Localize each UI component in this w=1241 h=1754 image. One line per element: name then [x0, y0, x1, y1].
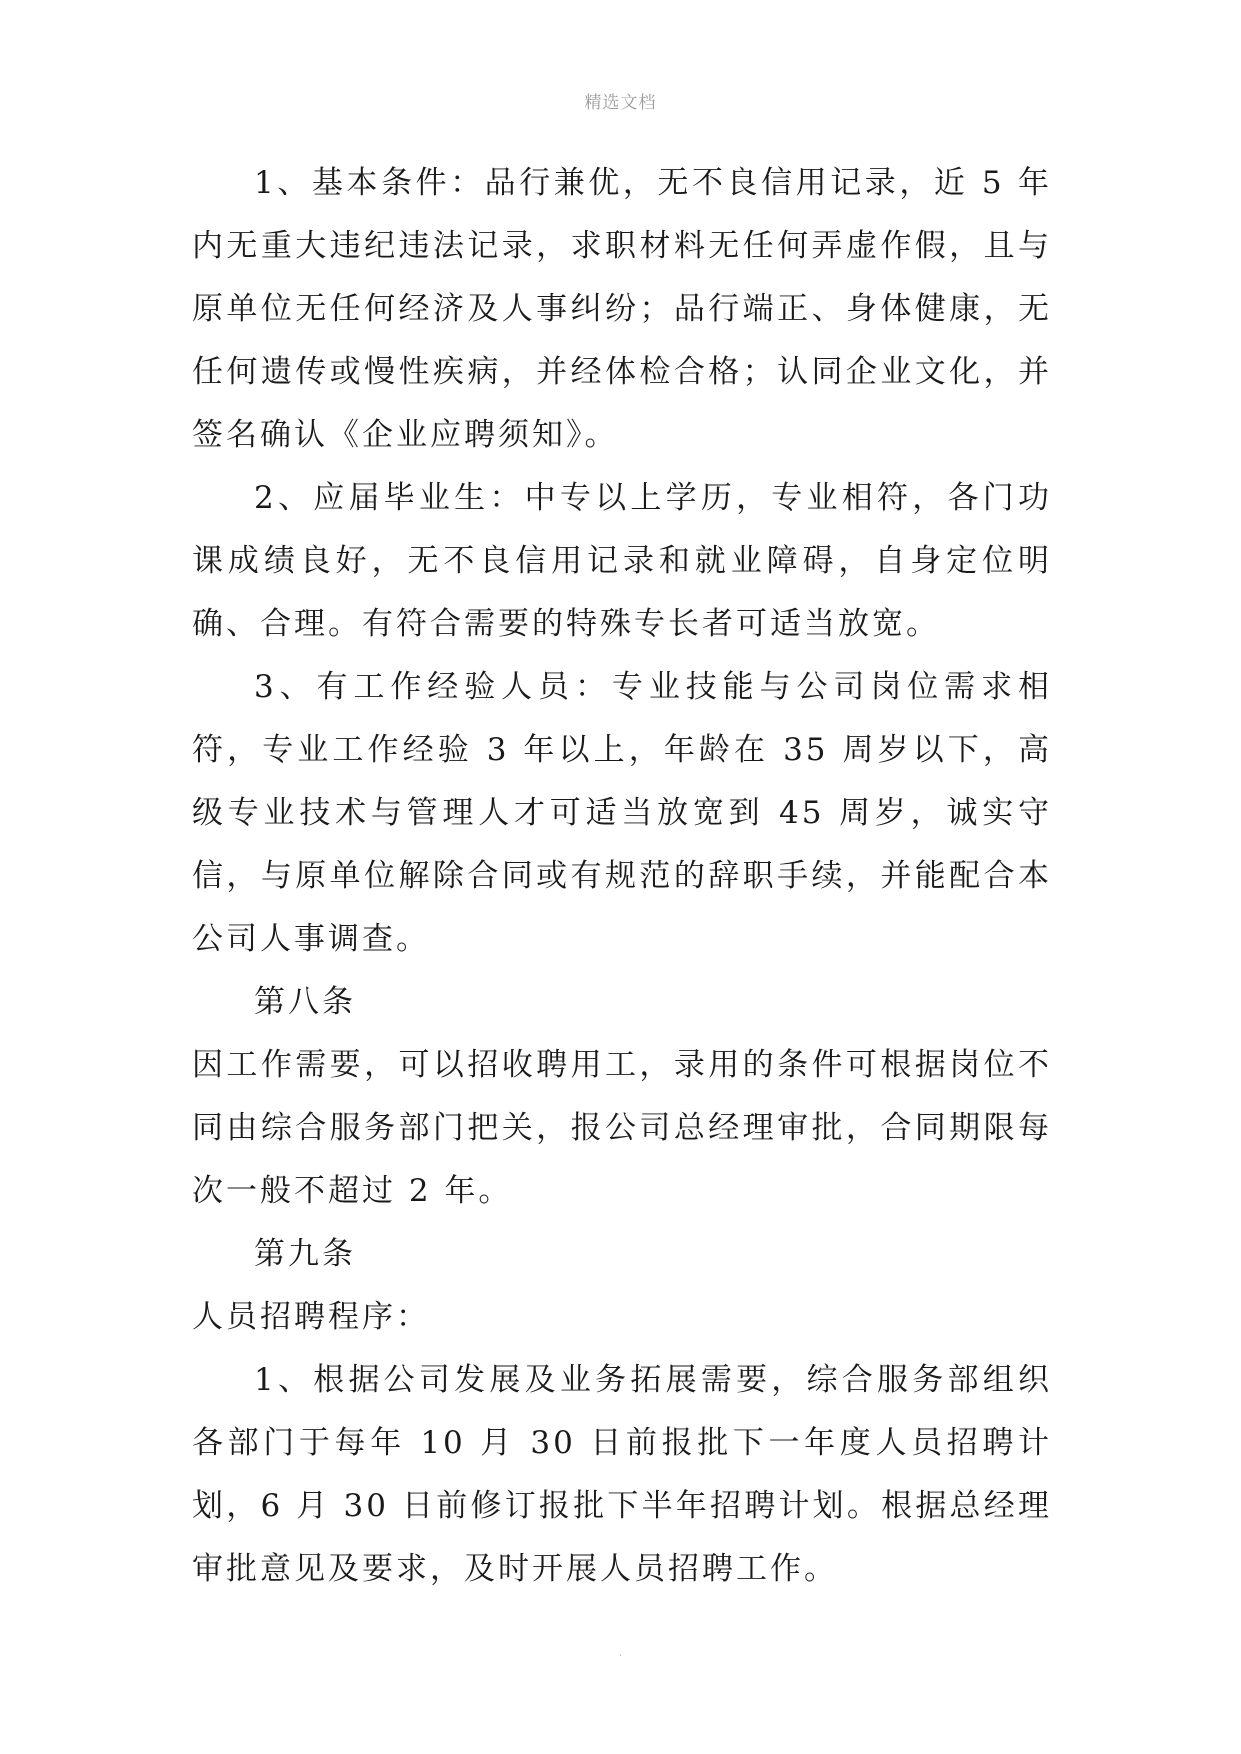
paragraph-graduates: 2、应届毕业生：中专以上学历，专业相符，各门功课成绩良好，无不良信用记录和就业障碍，自身定位明确、合理。有符合需要的特殊专长者可适当放宽。 [192, 480, 1052, 642]
article-heading-8: 第八条 [254, 984, 356, 1020]
paragraph-experienced-staff: 3、有工作经验人员：专业技能与公司岗位需求相符，专业工作经验 3 年以上，年龄在 35 周岁以下，高级专业技术与管理人才可适当放宽到 45 周岁，诚实守信，与原单位解除合同或有规范的辞职手续，并能配合本公司人事调查。 [192, 669, 1052, 957]
page-header-watermark: 精选文档 [584, 93, 657, 113]
document-body [192, 152, 1052, 1601]
page-footer-mark: . [618, 1648, 623, 1659]
paragraph-recruitment-procedure-title: 人员招聘程序： [192, 1299, 430, 1335]
paragraph-article-8-body: 因工作需要，可以招收聘用工，录用的条件可根据岗位不同由综合服务部门把关，报公司总经理审批，合同期限每次一般不超过 2 年。 [192, 1047, 1052, 1209]
article-heading-9: 第九条 [254, 1236, 356, 1272]
paragraph-basic-conditions: 1、基本条件：品行兼优，无不良信用记录，近 5 年内无重大违纪违法记录，求职材料无任何弄虚作假，且与原单位无任何经济及人事纠纷；品行端正、身体健康，无任何遗传或慢性疾病，并经体检合格；认同企业文化，并签名确认《企业应聘须知》。 [192, 165, 1052, 453]
paragraph-recruitment-plan: 1、根据公司发展及业务拓展需要，综合服务部组织各部门于每年 10 月 30 日前报批下一年度人员招聘计划，6 月 30 日前修订报批下半年招聘计划。根据总经理审批意见及要求，及时开展人员招聘工作。 [192, 1362, 1052, 1587]
